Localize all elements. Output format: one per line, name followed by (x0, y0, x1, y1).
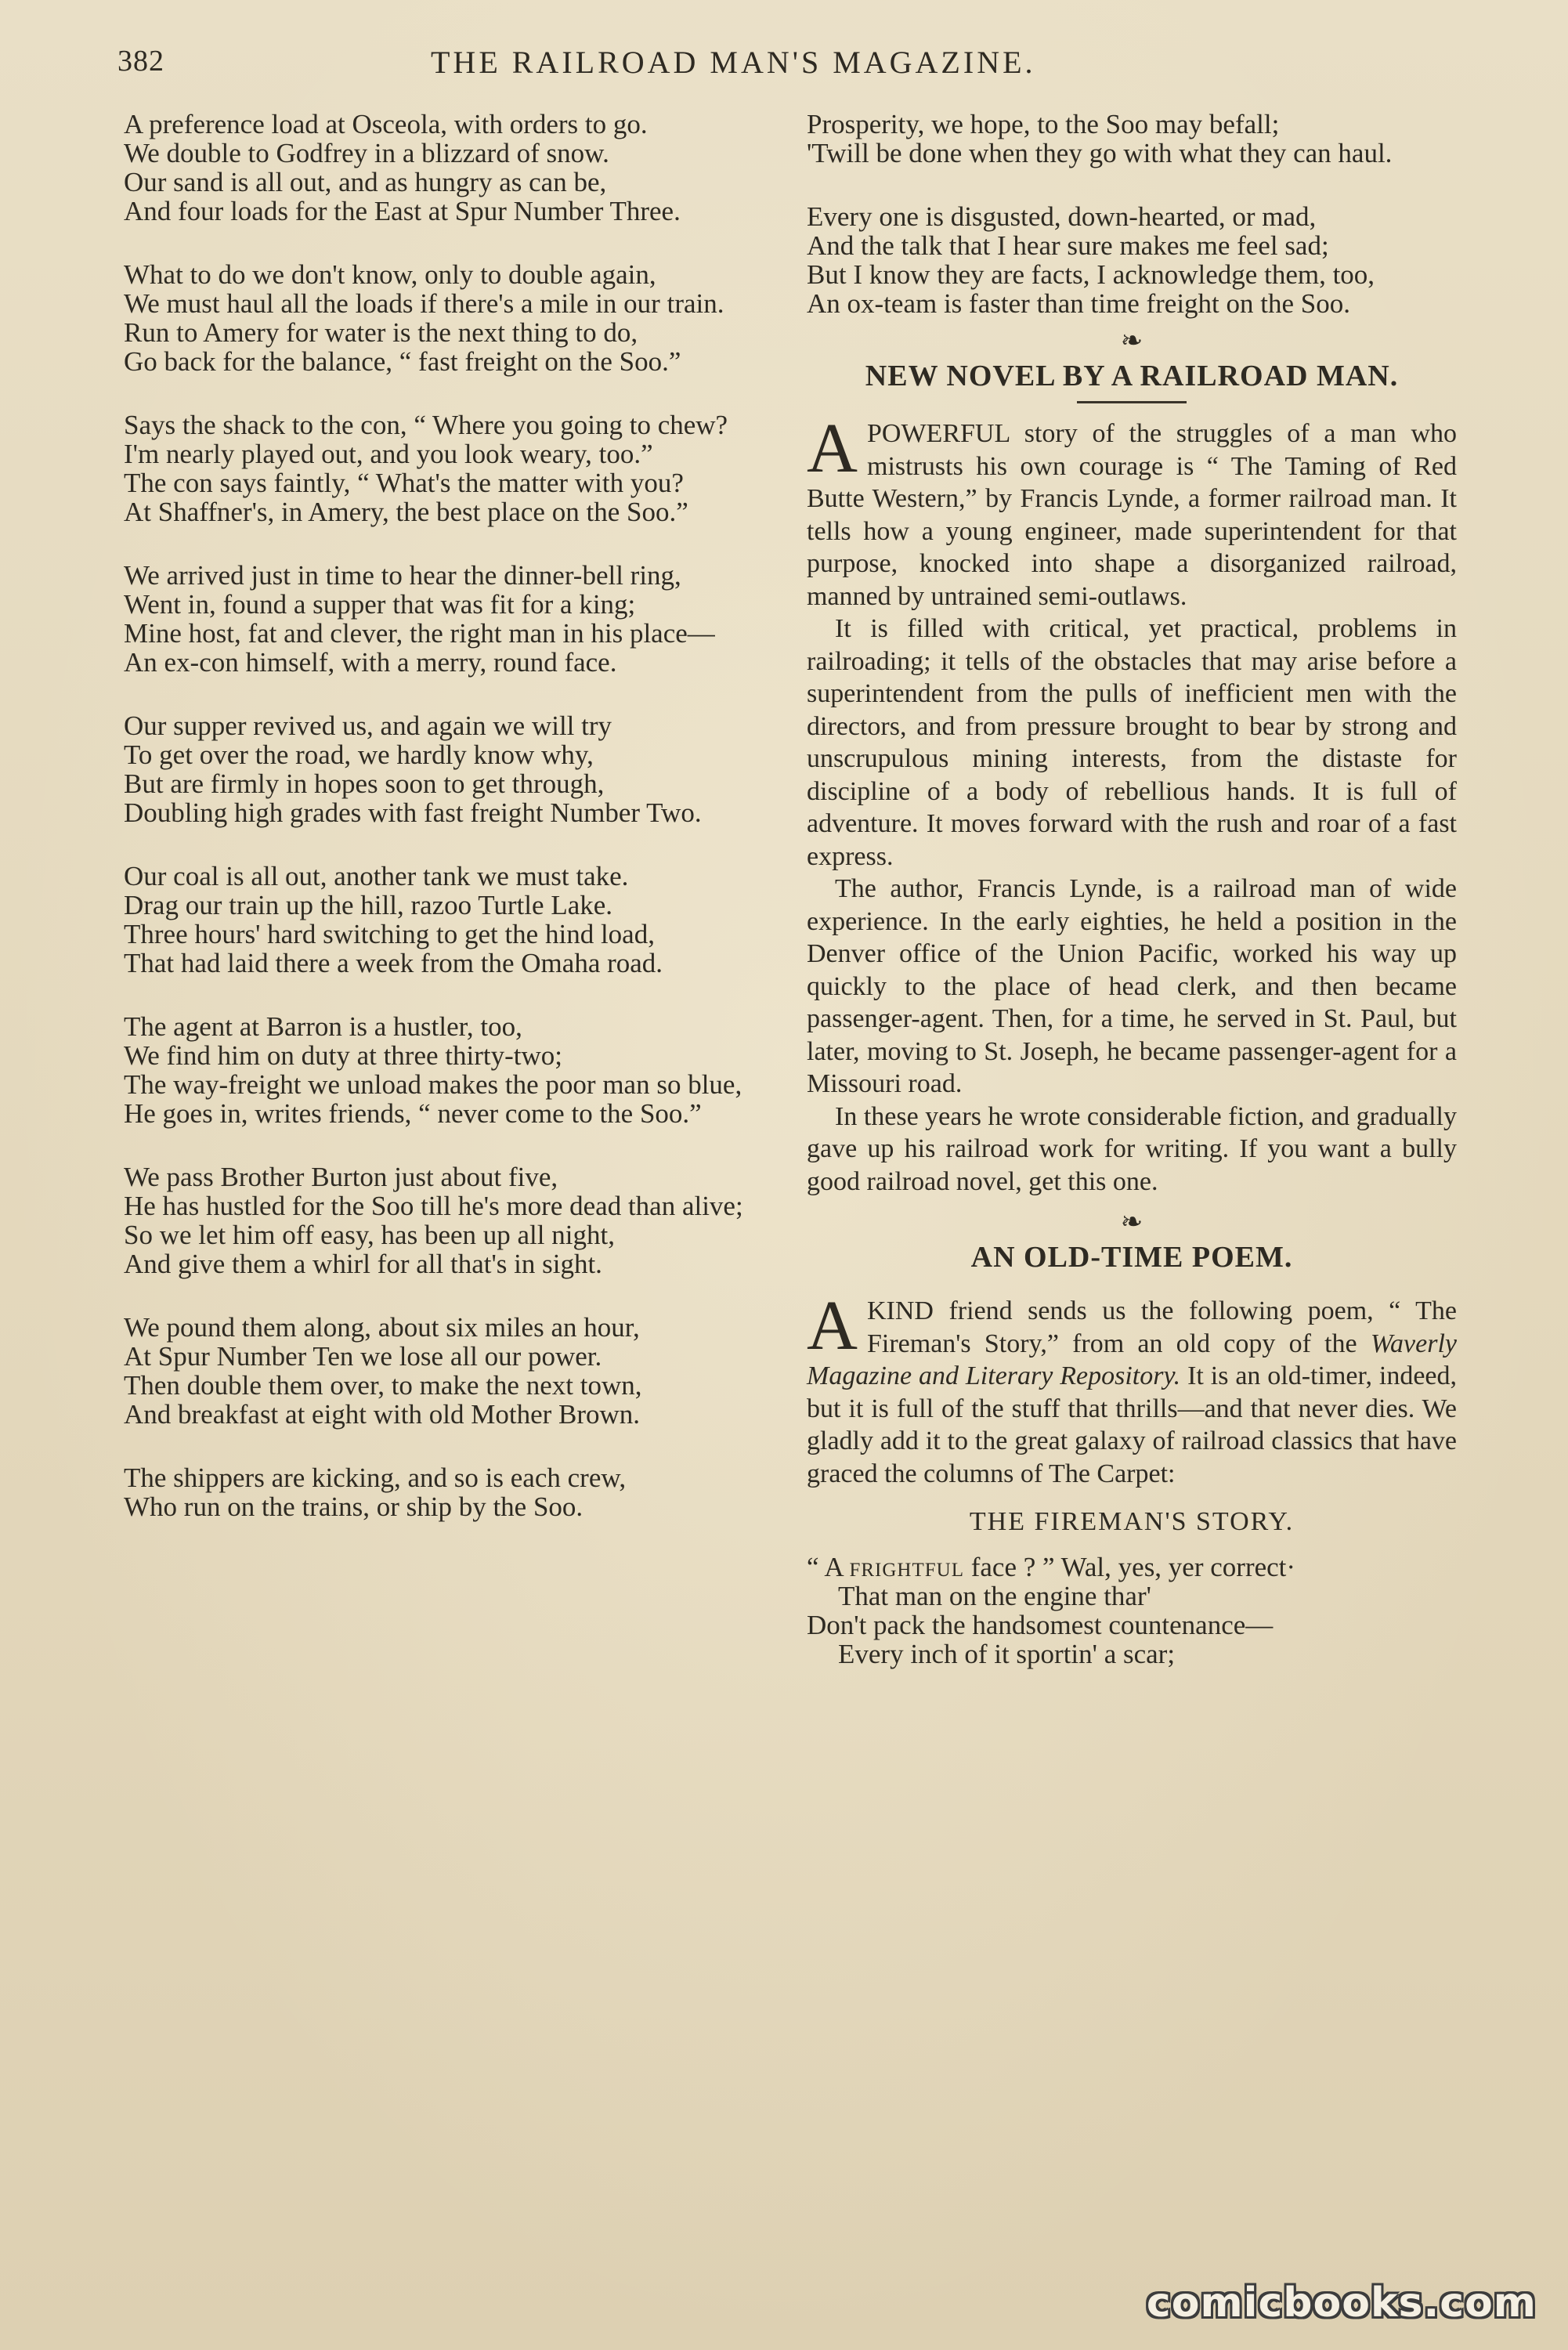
article-paragraph (807, 410, 1457, 613)
poem-line: Go back for the balance, “ fast freight on the Soo.” (124, 346, 681, 377)
paragraph-text: friend sends us the following poem, “ The Fireman's Story,” from an old copy of the (867, 1296, 1457, 1358)
poem-line: We double to Godfrey in a blizzard of snow. (124, 138, 609, 168)
poem-line: That had laid there a week from the Omaha road. (124, 948, 663, 978)
poem-line: I'm nearly played out, and you look weary, too.” (124, 439, 653, 469)
quote-open: “ A (807, 1552, 850, 1582)
oldtime-article (807, 1287, 1457, 1490)
poem-line: An ex-con himself, with a merry, round face. (124, 647, 617, 678)
heading-rule (1077, 401, 1187, 403)
poem-title: THE FIREMAN'S STORY. (969, 1507, 1295, 1536)
article-paragraph: The author, Francis Lynde, is a railroad man of wide experience. In the early eighties, he held a position in the Denver office of the Union Pacific, worked his way up quickly to the place of head clerk, and then became passenger-agent. Then, for a time, he served in St. Paul, but later, moving to St. Joseph, he became passenger-agent for a Missouri road. (807, 874, 1457, 1098)
poem-line: And give them a whirl for all that's in sight. (124, 1249, 602, 1279)
poem-stanza (124, 561, 774, 677)
poem-line: We pass Brother Burton just about five, (124, 1162, 558, 1192)
poem-line: The way-freight we unload makes the poor man so blue, (124, 1069, 742, 1100)
poem-line: What to do we don't know, only to double again, (124, 259, 656, 290)
poem-stanza (124, 1463, 774, 1521)
lead-word: KIND (867, 1296, 934, 1325)
publication-title: Waverly Magazine and Literary Repository. (807, 1329, 1457, 1390)
poem-line: The shippers are kicking, and so is each crew, (124, 1462, 627, 1493)
poem-line: Don't pack the handsomest countenance— (807, 1610, 1274, 1640)
small-caps-word: frightful (849, 1552, 964, 1582)
left-column (124, 110, 774, 1556)
poem-line: He has hustled for the Soo till he's more dead than alive; (124, 1191, 743, 1221)
poem-stanza (807, 202, 1457, 318)
poem-line: Prosperity, we hope, to the Soo may befall; (807, 109, 1280, 139)
poem-line: Mine host, fat and clever, the right man in his place— (124, 618, 715, 649)
poem-line: Doubling high grades with fast freight Number Two. (124, 797, 702, 828)
poem-line: We must haul all the loads if there's a mile in our train. (124, 288, 724, 319)
poem-stanza (807, 110, 1457, 168)
poem-line (807, 1553, 1457, 1582)
poem-line: We arrived just in time to hear the dinner-bell ring, (124, 560, 681, 591)
drop-cap: A (807, 410, 858, 487)
poem-line: And breakfast at eight with old Mother Brown. (124, 1399, 641, 1430)
poem-line: That man on the engine thar' (838, 1581, 1151, 1611)
poem-line: Run to Amery for water is the next thing to do, (124, 317, 638, 348)
ornament-icon: ❧ (1120, 327, 1143, 356)
poem-line: We find him on duty at three thirty-two; (124, 1040, 562, 1071)
poem-line: And four loads for the East at Spur Number Three. (124, 196, 681, 226)
poem-line: Drag our train up the hill, razoo Turtle Lake. (124, 890, 613, 920)
poem-line: At Shaffner's, in Amery, the best place on the Soo.” (124, 497, 688, 527)
poem-line: 'Twill be done when they go with what they can haul. (807, 138, 1393, 168)
poem-line: Our coal is all out, another tank we must take. (124, 861, 629, 891)
article-heading: AN OLD-TIME POEM. (970, 1241, 1293, 1274)
poem-stanza (124, 1162, 774, 1278)
article-paragraph (807, 1287, 1457, 1490)
ornament-icon: ❧ (1120, 1208, 1143, 1237)
poem-line: But I know they are facts, I acknowledge them, too, (807, 259, 1375, 290)
drop-cap: A (807, 1287, 858, 1365)
poem-stanza (124, 110, 774, 226)
line-text: face ? ” Wal, yes, yer correct· (963, 1552, 1296, 1582)
novel-article (807, 410, 1457, 1198)
poem-line: And the talk that I hear sure makes me feel sad; (807, 230, 1329, 261)
poem-line: Then double them over, to make the next town, (124, 1370, 642, 1401)
poem-line: Every one is disgusted, down-hearted, or mad, (807, 201, 1317, 232)
poem-line: Our sand is all out, and as hungry as can be, (124, 167, 607, 197)
poem-line: To get over the road, we hardly know why, (124, 739, 594, 770)
poem-line: But are firmly in hopes soon to get through, (124, 768, 605, 799)
running-head (117, 39, 1457, 86)
poem-line: Went in, found a supper that was fit for a king; (124, 589, 636, 620)
poem-line: He goes in, writes friends, “ never come to the Soo.” (124, 1098, 702, 1129)
fireman-poem (807, 1553, 1457, 1668)
lead-word: POWERFUL (867, 419, 1010, 448)
article-paragraph: In these years he wrote considerable fiction, and gradually gave up his railroad work for writing. If you want a bully good railroad novel, get this one. (807, 1101, 1457, 1196)
poem-stanza (124, 260, 774, 376)
poem-line: So we let him off easy, has been up all night, (124, 1220, 615, 1250)
poem-line: Who run on the trains, or ship by the Soo. (124, 1491, 583, 1522)
poem-line: At Spur Number Ten we lose all our power. (124, 1341, 602, 1372)
paragraph-text: It is an old-timer, indeed, but it is full of the stuff that thrills—and that never dies. We gladly add it to the great galaxy of railroad classics that have graced the columns of The Carpet: (807, 1361, 1457, 1488)
poem-line: Our supper revived us, and again we will try (124, 710, 612, 741)
poem-stanza (124, 1313, 774, 1429)
paragraph-text: story of the struggles of a man who mistrusts his own courage is “ The Taming of Red Butte Western,” by Francis Lynde, a former railroad man. It tells how a young engineer, made superintendent for that purpose, knocked into shape a disorganized railroad, manned by untrained semi-outlaws. (807, 419, 1457, 611)
page-number: 382 (117, 45, 164, 78)
poem-line: Every inch of it sportin' a scar; (838, 1639, 1176, 1669)
watermark-logo: comicbooks.com (1146, 2280, 1537, 2326)
poem-stanza (124, 410, 774, 526)
article-heading: NEW NOVEL BY A RAILROAD MAN. (865, 360, 1399, 392)
magazine-title: THE RAILROAD MAN'S MAGAZINE. (431, 45, 1036, 80)
poem-line: An ox-team is faster than time freight on the Soo. (807, 288, 1351, 319)
poem-stanza (124, 711, 774, 827)
poem-stanza (124, 862, 774, 978)
poem-line: The con says faintly, “ What's the matter with you? (124, 468, 684, 498)
poem-stanza (124, 1012, 774, 1128)
poem-line: Three hours' hard switching to get the hind load, (124, 919, 655, 949)
poem-line: Says the shack to the con, “ Where you going to chew? (124, 410, 728, 440)
poem-line: A preference load at Osceola, with orders to go. (124, 109, 648, 139)
poem-line: The agent at Barron is a hustler, too, (124, 1011, 522, 1042)
article-paragraph: It is filled with critical, yet practical, problems in railroading; it tells of the obstacles that may arise before a superintendent from the pulls of inefficient men with the directors, and from pressure brought to bear by strong and unscrupulous mining interests, from the distaste for discipline of a body of rebellious hands. It is full of adventure. It moves forward with the rush and roar of a fast express. (807, 614, 1457, 871)
right-column (807, 110, 1457, 1668)
poem-line: We pound them along, about six miles an hour, (124, 1312, 640, 1343)
